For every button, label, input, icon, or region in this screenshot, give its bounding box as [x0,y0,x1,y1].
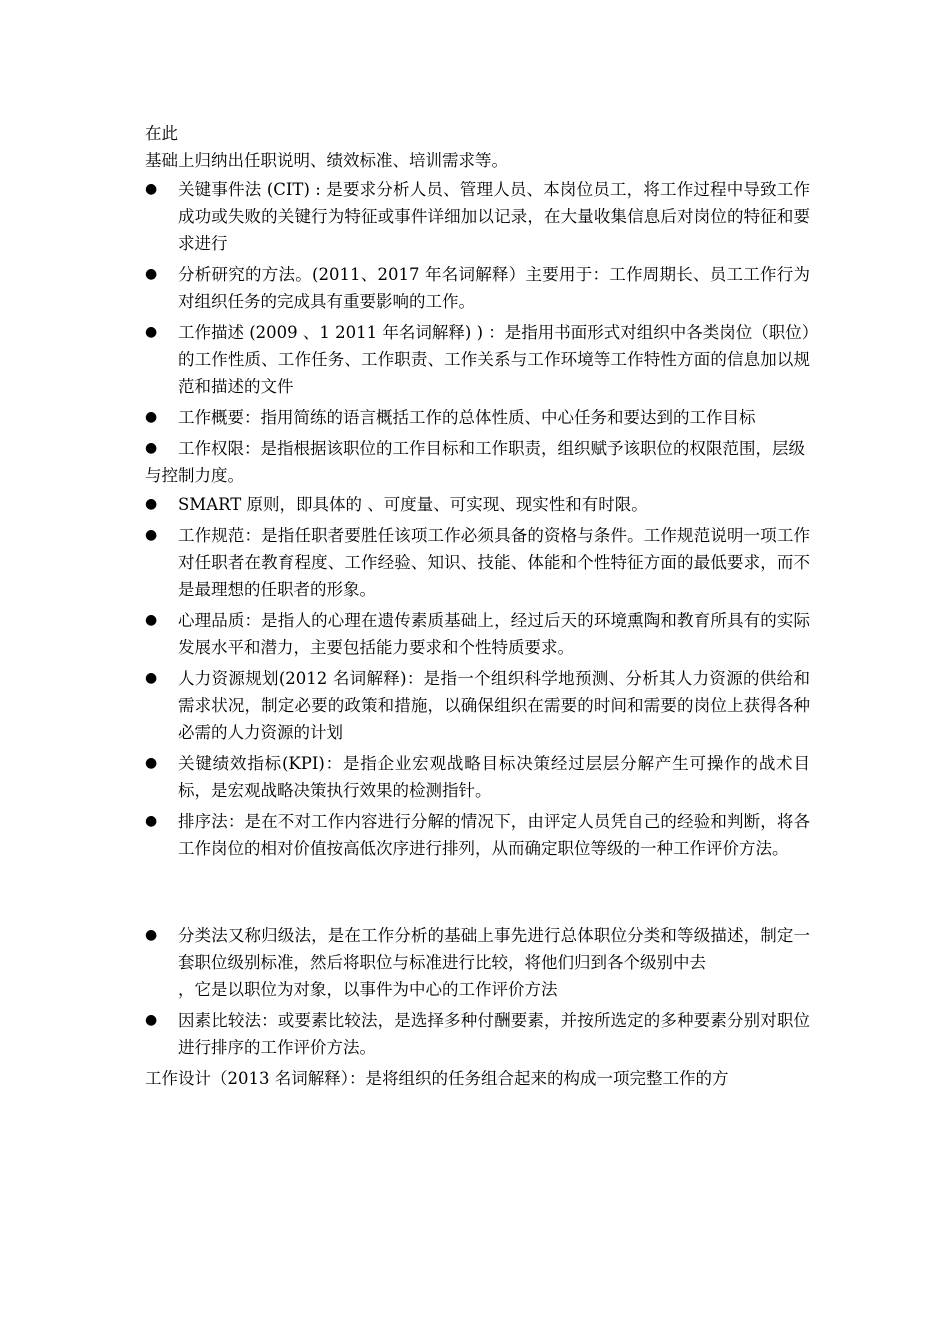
list-item-text: 分析研究的方法。(2011、2017 年名词解释）主要用于：工作周期长、员工工作行为对组织任务的完成具有重要影响的工作。 [178,265,810,311]
list-item [145,607,810,661]
list-item-text: 心理品质：是指人的心理在遗传素质基础上，经过后天的环境熏陶和教育所具有的实际发展水平和潜力，主要包括能力要求和个性特质要求。 [178,611,810,657]
list-item [145,261,810,315]
bullet-icon: ● [145,813,158,829]
bullet-icon: ● [145,670,158,686]
list-item [145,522,810,603]
bullet-icon: ● [145,181,158,197]
paragraph-line: 与控制力度。 [145,466,244,485]
list-item [145,319,810,400]
list-item [145,176,810,257]
bullet-icon: ● [145,440,158,456]
paragraph-line: 在此 [145,124,178,143]
bullet-icon: ● [145,266,158,282]
list-item [145,404,810,431]
list-item-text: 关键绩效指标(KPI)：是指企业宏观战略目标决策经过层层分解产生可操作的战术目标，是宏观战略决策执行效果的检测指针。 [178,754,810,800]
list-item-text: 关键事件法 (CIT) : 是要求分析人员、管理人员、本岗位员工，将工作过程中导致工作成功或失败的关键行为特征或事件详细加以记录，在大量收集信息后对岗位的特征和要求进行 [178,180,810,253]
bullet-icon: ● [145,324,158,340]
list-item [145,665,810,746]
list-item-continuation: ，它是以职位为对象，以事件为中心的工作评价方法 [178,980,558,999]
bullet-icon: ● [145,527,158,543]
list-item [145,435,810,462]
list-item-text: 工作描述 (2009 、1 2011 年名词解释) ) ：是指用书面形式对组织中各类岗位（职位）的工作性质、工作任务、工作职责、工作关系与工作环境等工作特性方面的信息加以规范和描述的文件 [178,323,811,396]
bullet-icon: ● [145,755,158,771]
bullet-icon: ● [145,496,158,512]
list-item-text: 工作概要：指用简练的语言概括工作的总体性质、中心任务和要达到的工作目标 [178,408,756,427]
bullet-icon: ● [145,1012,158,1028]
list-item-text: 分类法又称归级法，是在工作分析的基础上事先进行总体职位分类和等级描述，制定一套职位级别标准，然后将职位与标准进行比较，将他们归到各个级别中去 [178,926,810,972]
list-item-text: 因素比较法：或要素比较法，是选择多种付酬要素，并按所选定的多种要素分别对职位进行排序的工作评价方法。 [178,1011,810,1057]
bullet-icon: ● [145,927,158,943]
paragraph-line: 工作设计（2013 名词解释）：是将组织的任务组合起来的构成一项完整工作的方 [145,1069,729,1088]
paragraph-line: 基础上归纳出任职说明、绩效标准、培训需求等。 [145,151,508,170]
list-item-text: 排序法：是在不对工作内容进行分解的情况下，由评定人员凭自己的经验和判断，将各工作岗位的相对价值按高低次序进行排列，从而确定职位等级的一种工作评价方法。 [178,812,810,858]
list-item-text: 人力资源规划(2012 名词解释)：是指一个组织科学地预测、分析其人力资源的供给和需求状况，制定必要的政策和措施，以确保组织在需要的时间和需要的岗位上获得各种必需的人力资源的计划 [178,669,810,742]
document-page [145,120,810,1092]
list-item [145,750,810,804]
list-item-text: 工作权限：是指根据该职位的工作目标和工作职责，组织赋予该职位的权限范围，层级 [178,439,805,458]
list-item [145,808,810,862]
bullet-icon: ● [145,612,158,628]
list-item-text: SMART 原则，即具体的 、可度量、可实现、现实性和有时限。 [178,495,648,514]
list-item [145,491,810,518]
list-item [145,1007,810,1061]
list-item [145,922,810,976]
bullet-icon: ● [145,409,158,425]
list-item-text: 工作规范：是指任职者要胜任该项工作必须具备的资格与条件。工作规范说明一项工作对任职者在教育程度、工作经验、知识、技能、体能和个性特征方面的最低要求，而不是最理想的任职者的形象。 [178,526,810,599]
vertical-gap [145,866,810,922]
